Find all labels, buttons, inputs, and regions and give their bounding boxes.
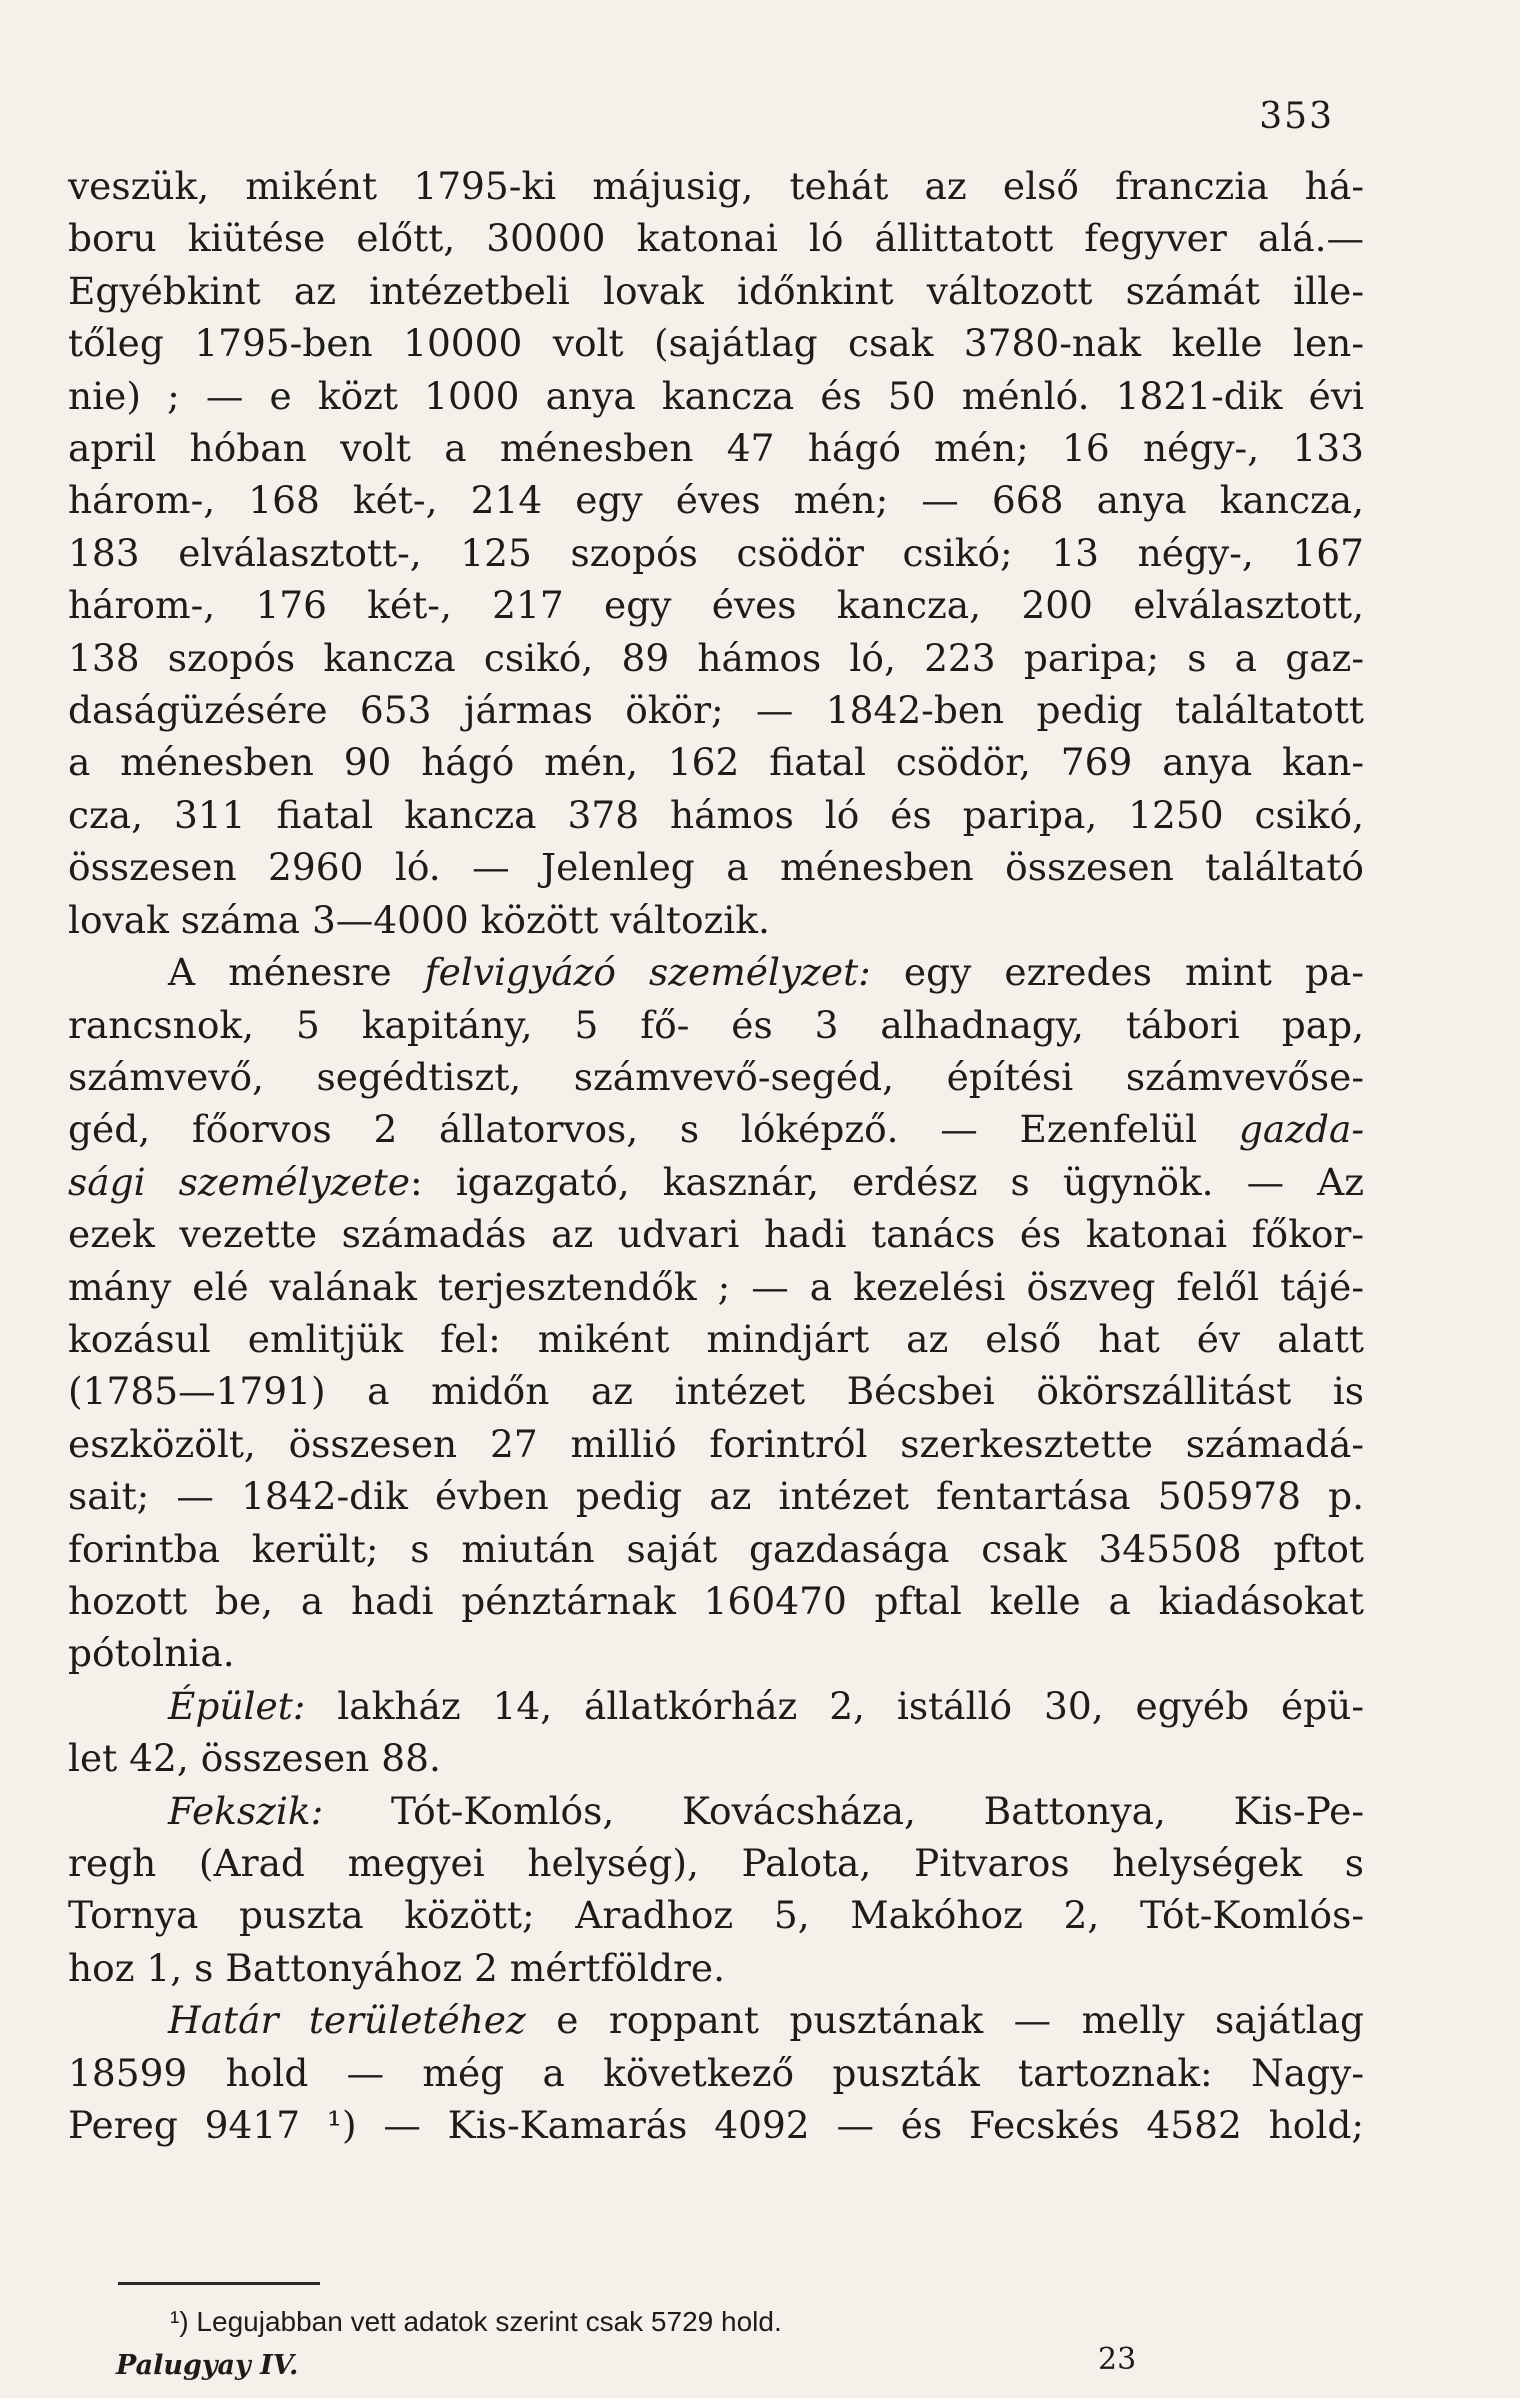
text-line [68, 1156, 1364, 1208]
text-line: három-, 168 két-, 214 egy éves mén; — 668 anya kancza, [68, 478, 1364, 523]
italic-term: sági személyzete [68, 1159, 410, 1204]
text-span: : igazgató, kasznár, erdész s ügynök. — Az [410, 1159, 1364, 1204]
footnote-divider [118, 2282, 320, 2285]
text-span: A ménesre [168, 950, 425, 995]
footnote: ¹) Legujabban vett adatok szerint csak 5729 hold. [170, 2306, 782, 2337]
text-line: daságüzésére 653 jármas ökör; — 1842-ben pedig találtatott [68, 688, 1364, 733]
text-line: let 42, összesen 88. [68, 1736, 441, 1781]
text-line: sait; — 1842-dik évben pedig az intézet fentartása 505978 p. [68, 1474, 1364, 1519]
signature-mark: 23 [1098, 2342, 1137, 2377]
text-line: pótolnia. [68, 1631, 235, 1676]
text-span: géd, főorvos 2 állatorvos, s lóképző. — Ezenfelül [68, 1107, 1239, 1152]
text-line: összesen 2960 ló. — Jelenleg a ménesben összesen találtató [68, 845, 1364, 890]
text-line: veszük, miként 1795-ki májusig, tehát az első franczia há- [68, 164, 1364, 208]
italic-term: Épület: [168, 1683, 306, 1728]
text-line: ezek vezette számadás az udvari hadi tanács és katonai főkor- [68, 1212, 1364, 1257]
text-line: tőleg 1795-ben 10000 volt (sajátlag csak 3780-nak kelle len- [68, 321, 1364, 366]
text-line: a ménesben 90 hágó mén, 162 fiatal csödör, 769 anya kan- [68, 740, 1364, 785]
text-line: boru kiütése előtt, 30000 katonai ló állittatott fegyver alá.— [68, 216, 1364, 261]
page-number: 353 [1259, 96, 1334, 137]
text-line: 18599 hold — még a következő puszták tartoznak: Nagy- [68, 2050, 1364, 2095]
text-line: 138 szopós kancza csikó, 89 hámos ló, 223 paripa; s a gaz- [68, 635, 1364, 680]
text-span: Tót-Komlós, Kovácsháza, Battonya, Kis-Pe- [323, 1788, 1364, 1833]
italic-term: gazda- [1238, 1107, 1364, 1152]
text-line: hozott be, a hadi pénztárnak 160470 pftal kelle a kiadásokat [68, 1578, 1364, 1623]
text-line: eszközölt, összesen 27 millió forintról szerkesztette számadá- [68, 1421, 1364, 1466]
text-line: 183 elválasztott-, 125 szopós csödör csikó; 13 négy-, 167 [68, 530, 1364, 575]
text-line: lovak száma 3—4000 között változik. [68, 897, 770, 942]
text-line: kozásul emlitjük fel: miként mindjárt az első hat év alatt [68, 1316, 1364, 1361]
text-line [68, 1680, 1364, 1732]
text-line: cza, 311 fiatal kancza 378 hámos ló és paripa, 1250 csikó, [68, 792, 1364, 837]
text-span: e roppant pusztának — melly sajátlag [525, 1998, 1364, 2043]
text-line: april hóban volt a ménesben 47 hágó mén; 16 négy-, 133 [68, 426, 1364, 471]
text-line: regh (Arad megyei helység), Palota, Pitvaros helységek s [68, 1841, 1364, 1885]
text-line: számvevő, segédtiszt, számvevő-segéd, építési számvevőse- [68, 1054, 1364, 1099]
text-line: Pereg 9417 ¹) — Kis-Kamarás 4092 — és Fecskés 4582 hold; [68, 2103, 1364, 2148]
italic-term: Határ területéhez [168, 1998, 526, 2043]
text-line [68, 1103, 1364, 1155]
text-line: (1785—1791) a midőn az intézet Bécsbei ökörszállitást is [68, 1369, 1364, 1414]
text-line: nie) ; — e közt 1000 anya kancza és 50 ménló. 1821-dik évi [68, 373, 1364, 418]
text-line: három-, 176 két-, 217 egy éves kancza, 200 elválasztott, [68, 583, 1364, 628]
italic-term: Fekszik: [168, 1788, 324, 1833]
text-line: rancsnok, 5 kapitány, 5 fő- és 3 alhadnagy, tábori pap, [68, 1002, 1364, 1047]
text-line: Egyébkint az intézetbeli lovak időnkint változott számát ille- [68, 268, 1364, 313]
text-line: Tornya puszta között; Aradhoz 5, Makóhoz 2, Tót-Komlós- [68, 1893, 1364, 1938]
text-line: mány elé valának terjesztendők ; — a kezelési öszveg felől tájé- [68, 1264, 1364, 1309]
text-span: lakház 14, állatkórház 2, istálló 30, egyéb épü- [305, 1683, 1364, 1728]
text-span: egy ezredes mint pa- [870, 950, 1364, 995]
text-line: forintba került; s miután saját gazdasága csak 345508 pftot [68, 1526, 1364, 1571]
text-line [68, 1785, 1364, 1837]
printer-signature: Palugyay IV. [116, 2350, 299, 2381]
text-line [68, 1994, 1364, 2046]
italic-term: felvigyázó személyzet: [424, 950, 871, 995]
body-text [68, 160, 1364, 2151]
text-line: hoz 1, s Battonyához 2 mértföldre. [68, 1945, 726, 1990]
text-line [68, 946, 1364, 998]
